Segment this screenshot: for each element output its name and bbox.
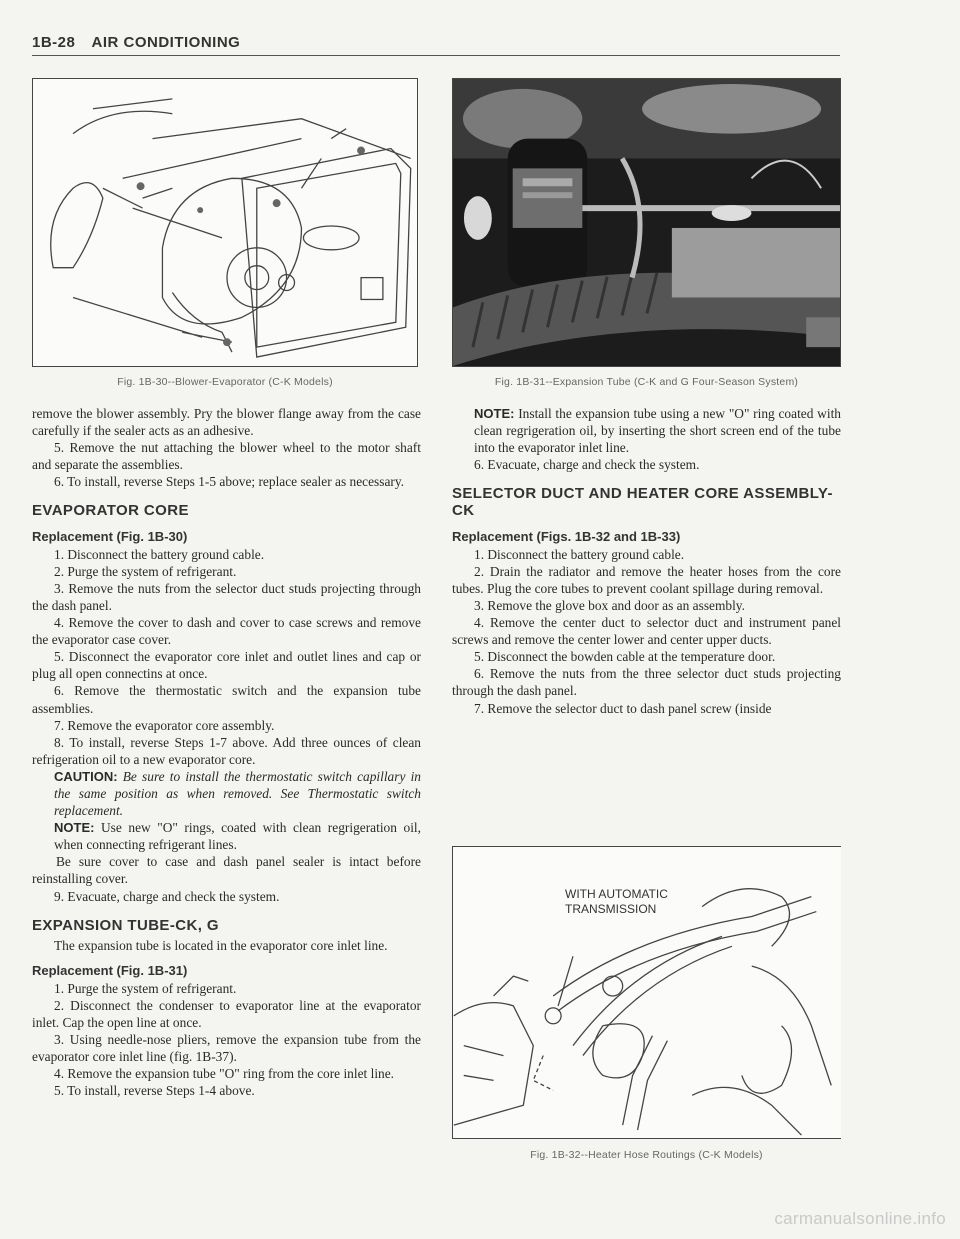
right-column	[452, 405, 841, 717]
step: 3. Using needle-nose pliers, remove the expansion tube from the evaporator core inlet line (fig. 1B-37).	[32, 1032, 421, 1065]
paragraph: remove the blower assembly. Pry the blower flange away from the case carefully if the sealer acts as an adhesive.	[32, 406, 421, 439]
figure-32-label	[565, 887, 668, 917]
note-label: NOTE:	[54, 820, 95, 836]
note-label: NOTE:	[474, 406, 515, 421]
note-continuation: Be sure cover to case and dash panel sealer is intact before reinstalling cover.	[32, 854, 421, 887]
step: 4. Remove the cover to dash and cover to case screws and remove the evaporator case cover.	[32, 615, 421, 648]
section-heading-evaporator-core: EVAPORATOR CORE	[32, 502, 189, 520]
step: 2. Purge the system of refrigerant.	[54, 563, 237, 579]
step: 1. Disconnect the battery ground cable.	[54, 546, 265, 562]
step: 8. To install, reverse Steps 1-7 above. Add three ounces of clean refrigeration oil to a new evaporator core.	[32, 734, 421, 767]
caution-label: CAUTION:	[54, 768, 118, 784]
subheading-replacement: Replacement (Fig. 1B-30)	[32, 528, 188, 544]
label-line: WITH AUTOMATIC	[565, 887, 668, 901]
step: 5. Disconnect the bowden cable at the temperature door.	[474, 649, 776, 665]
step: 4. Remove the center duct to selector duct and instrument panel screws and remove the center lower and center upper ducts.	[452, 615, 841, 648]
page-header	[32, 34, 840, 56]
section-heading-selector-duct: SELECTOR DUCT AND HEATER CORE ASSEMBLY-CK	[452, 485, 833, 520]
step: 5. Disconnect the evaporator core inlet and outlet lines and cap or plug all open connectins at once.	[32, 649, 421, 682]
expansion-tube-photo	[453, 79, 840, 366]
step: 7. Remove the selector duct to dash panel screw (inside	[474, 700, 772, 716]
figure-heater-hose-routings	[452, 846, 841, 1139]
step: 4. Remove the expansion tube "O" ring from the core inlet line.	[54, 1066, 395, 1082]
note-text: Use new "O" rings, coated with clean regrigeration oil, when connecting refrigerant lines.	[54, 820, 421, 853]
step: 2. Drain the radiator and remove the heater hoses from the core tubes. Plug the core tubes to prevent coolant spillage during removal.	[452, 563, 841, 596]
caution-block	[54, 768, 421, 819]
step: 1. Disconnect the battery ground cable.	[474, 546, 685, 562]
step: 6. To install, reverse Steps 1-5 above; replace sealer as necessary.	[54, 474, 405, 490]
subheading-replacement: Replacement (Figs. 1B-32 and 1B-33)	[452, 528, 681, 544]
blower-evaporator-illustration	[33, 79, 417, 366]
section-title: AIR CONDITIONING	[91, 34, 241, 51]
step: 1. Purge the system of refrigerant.	[54, 980, 237, 996]
figure-blower-evaporator	[32, 78, 418, 367]
figure-expansion-tube-photo	[452, 78, 841, 367]
figure-31-caption: Fig. 1B-31--Expansion Tube (C-K and G Four-Season System)	[494, 376, 799, 388]
step: 6. Remove the thermostatic switch and the expansion tube assemblies.	[32, 683, 421, 716]
note-block	[54, 819, 421, 853]
paragraph: The expansion tube is located in the evaporator core inlet line.	[54, 937, 388, 953]
step: 6. Remove the nuts from the three selector duct studs projecting through the dash panel.	[452, 666, 841, 699]
step: 9. Evacuate, charge and check the system.	[54, 888, 280, 904]
step: 7. Remove the evaporator core assembly.	[54, 717, 275, 733]
label-line: TRANSMISSION	[565, 902, 657, 916]
step: 3. Remove the glove box and door as an assembly.	[474, 597, 745, 613]
step: 5. To install, reverse Steps 1-4 above.	[54, 1083, 255, 1099]
page-number: 1B-28	[32, 34, 76, 51]
subheading-replacement: Replacement (Fig. 1B-31)	[32, 962, 188, 978]
section-heading-expansion-tube: EXPANSION TUBE-CK, G	[32, 916, 219, 934]
figure-32-caption: Fig. 1B-32--Heater Hose Routings (C-K Models)	[530, 1149, 763, 1161]
step: 2. Disconnect the condenser to evaporator line at the evaporator inlet. Cap the open line at once.	[32, 998, 421, 1031]
caution-text: Be sure to install the thermostatic switch capillary in the same position as when removed. See Thermostatic switch replacement.	[54, 768, 422, 819]
left-column	[32, 405, 421, 1100]
watermark: carmanualsonline.info	[774, 1209, 946, 1228]
step: 6. Evacuate, charge and check the system.	[474, 457, 700, 473]
note-block	[474, 405, 841, 456]
note-text: Install the expansion tube using a new "O" ring coated with clean regrigeration oil, by inserting the short screen end of the tube into the evaporator inlet line.	[474, 406, 841, 456]
step: 5. Remove the nut attaching the blower wheel to the motor shaft and separate the assemblies.	[32, 440, 421, 473]
figure-30-caption: Fig. 1B-30--Blower-Evaporator (C-K Models)	[117, 376, 333, 388]
step: 3. Remove the nuts from the selector duct studs projecting through the dash panel.	[32, 580, 421, 613]
